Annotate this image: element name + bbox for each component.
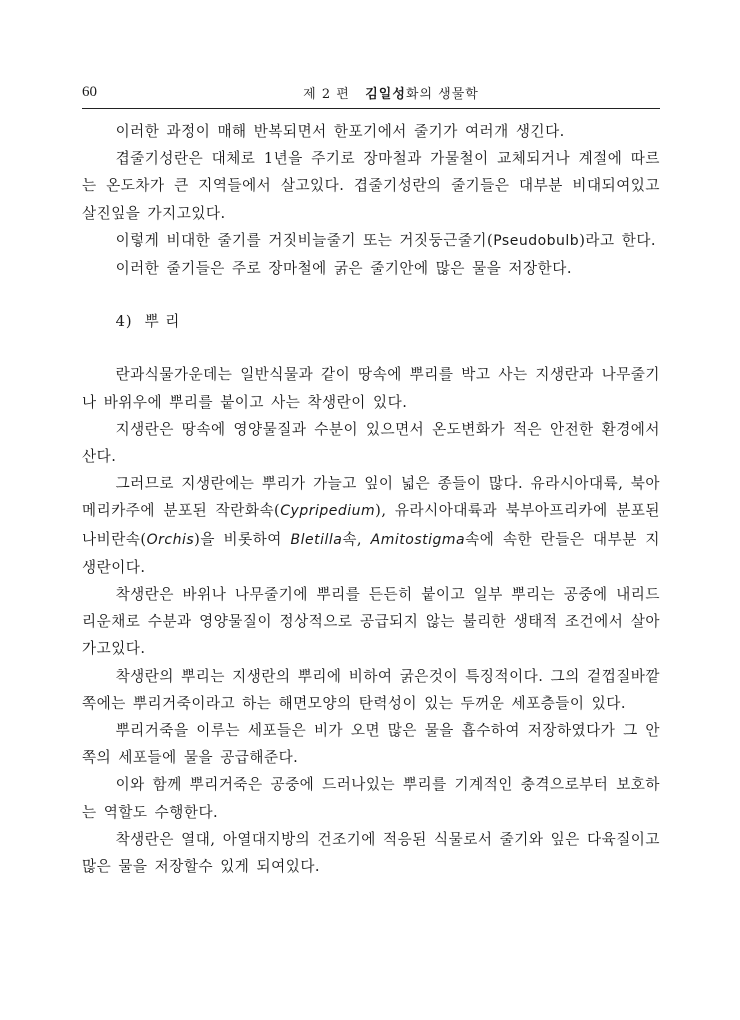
- section-heading: [82, 308, 660, 335]
- paragraph: 착생란의 뿌리는 지생란의 뿌리에 비하여 굵은것이 특징적이다. 그의 겉껍질바깥쪽에는 뿌리거죽이라고 하는 해면모양의 탄력성이 있는 두꺼운 세포층들이 있다.: [82, 667, 660, 712]
- pseudobulb-term: Pseudobulb: [493, 232, 580, 249]
- paragraph-pseudobulb: [82, 227, 660, 255]
- paragraph: 란과식물가운데는 일반식물과 같이 땅속에 뿌리를 박고 사는 지생란과 나무줄기나 바위우에 뿌리를 붙이고 사는 착생란이 있다.: [82, 366, 660, 411]
- genera-text-4: 속,: [342, 530, 371, 548]
- title-rest: 화의 생물학: [405, 87, 479, 102]
- section-title: 뿌 리: [144, 313, 181, 331]
- genus-bletilla: Bletilla: [290, 531, 343, 548]
- genera-text-5: 속에 속한 란들은 대부분 지생란이다.: [82, 530, 660, 576]
- paragraph: 지생란은 땅속에 영양물질과 수분이 있으면서 온도변화가 적은 안전한 환경에서 산다.: [82, 420, 660, 466]
- paragraph: 뿌리거죽을 이루는 세포들은 비가 오면 많은 물을 흡수하여 저장하였다가 그 안쪽의 세포들에 물을 공급해준다.: [82, 722, 660, 767]
- section-number: 4): [115, 313, 133, 331]
- running-header: [82, 80, 660, 109]
- title-bold: 김일성: [365, 87, 406, 102]
- part-label: 제 2 편: [303, 87, 350, 102]
- genera-text-2: ), 유라시아대륙과 북부아프리카에 분포된 나비란속(: [82, 502, 660, 548]
- genus-amitostigma: Amitostigma: [370, 531, 466, 548]
- paragraph: 이러한 과정이 매해 반복되면서 한포기에서 줄기가 여러개 생긴다.: [115, 123, 565, 140]
- genus-cypripedium: Cypripedium: [280, 503, 376, 520]
- genus-orchis: Orchis: [146, 531, 195, 548]
- paragraph: 이러한 줄기들은 주로 장마철에 굵은 줄기안에 많은 물을 저장한다.: [115, 260, 572, 278]
- paragraph: 착생란은 열대, 아열대지방의 건조기에 적응된 식물로서 줄기와 잎은 다육질이고 많은 물을 저장할수 있게 되여있다.: [82, 830, 660, 876]
- genera-text-1: 그러므로 지생란에는 뿌리가 가늘고 잎이 넓은 종들이 많다. 유라시아대륙, 북아메리카주에 분포된 작란화속(: [82, 475, 660, 520]
- running-head-title: [82, 83, 660, 102]
- pseudobulb-suffix: )라고 한다.: [579, 231, 657, 249]
- paragraph: 이와 함께 뿌리거죽은 공중에 드러나있는 뿌리를 기계적인 충격으로부터 보호하는 역할도 수행한다.: [82, 776, 660, 821]
- paragraph-genera: [82, 470, 660, 581]
- body-text: [82, 118, 660, 880]
- paragraph: 착생란은 바위나 나무줄기에 뿌리를 든든히 붙이고 일부 뿌리는 공중에 내리드리운채로 수분과 영양물질이 정상적으로 공급되지 않는 불리한 생태적 조건에서 살아가고있다.: [82, 586, 660, 658]
- pseudobulb-text: 이렇게 비대한 줄기를 거짓비늘줄기 또는 거짓둥근줄기(: [115, 231, 494, 249]
- page-number: 60: [82, 84, 97, 100]
- genera-text-3: )을 비롯하여: [194, 530, 291, 548]
- paragraph: 겹줄기성란은 대체로 1년을 주기로 장마철과 가물철이 교체되거나 계절에 따르는 온도차가 큰 지역들에서 살고있다. 겹줄기성란의 줄기들은 대부분 비대되여있고 살진잎을 가지고있다.: [82, 150, 660, 222]
